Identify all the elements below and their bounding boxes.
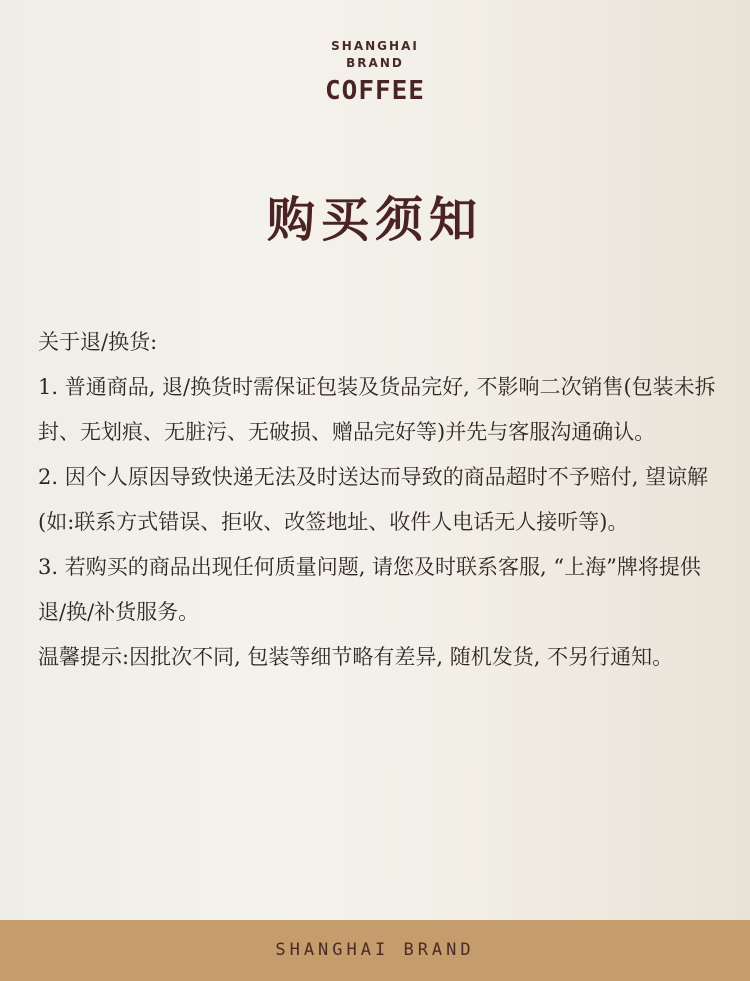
warm-tip: 温馨提示:因批次不同, 包装等细节略有差异, 随机发货, 不另行通知。 [38,645,674,669]
purchase-notice-content [38,320,718,680]
brand-line-coffee: COFFEE [325,76,425,106]
page-title: 购买须知 [266,192,483,248]
brand-line-shanghai: SHANGHAI [331,39,419,53]
footer-bar [0,920,750,981]
notice-item-3: 3. 若购买的商品出现任何质量问题, 请您及时联系客服, “上海”牌将提供退/换/补货服务。 [38,555,701,624]
notice-item-1: 1. 普通商品, 退/换货时需保证包装及货品完好, 不影响二次销售(包装未拆封、无划痕、无脏污、无破损、赠品完好等)并先与客服沟通确认。 [38,375,716,444]
footer-brand-text: SHANGHAI BRAND [275,940,475,960]
notice-item-2: 2. 因个人原因导致快递无法及时送达而导致的商品超时不予赔付, 望谅解(如:联系方式错误、拒收、改签地址、收件人电话无人接听等)。 [38,465,709,534]
brand-line-brand: BRAND [346,56,404,70]
returns-heading: 关于退/换货: [38,330,158,354]
brand-logo [0,38,750,106]
